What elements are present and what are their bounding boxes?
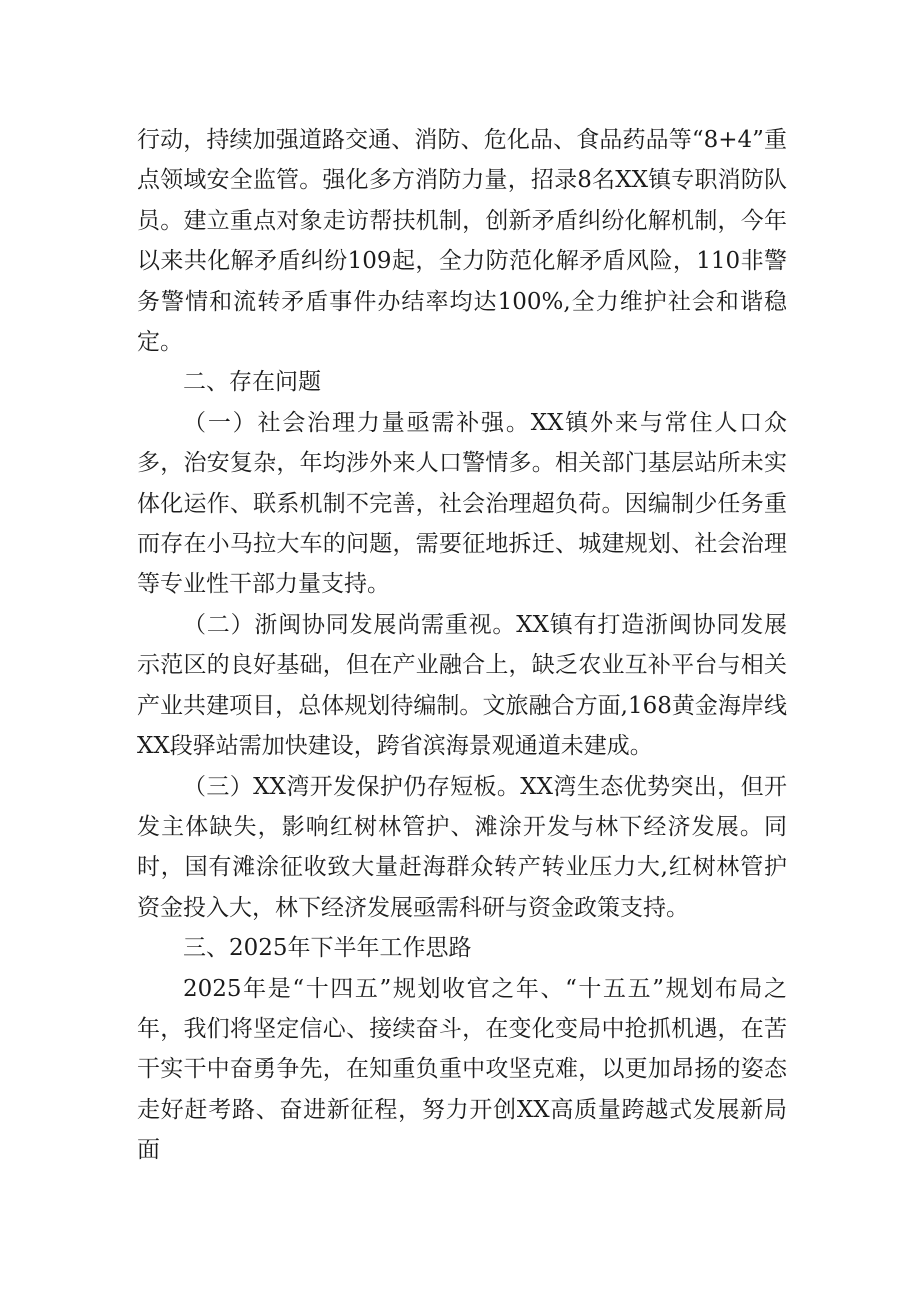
paragraph-bay-development: （三）XX湾开发保护仍存短板。XX湾生态优势突出，但开发主体缺失，影响红树林管护、滩涂开发与林下经济发展。同时，国有滩涂征收致大量赶海群众转产转业压力大,红树林管护资金投入大，林下经济发展亟需科研与资金政策支持。 <box>137 773 787 921</box>
document-body <box>137 120 787 1171</box>
paragraph-zhejiang-fujian-coordination: （二）浙闽协同发展尚需重视。XX镇有打造浙闽协同发展示范区的良好基础，但在产业融合上，缺乏农业互补平台与相关产业共建项目，总体规划待编制。文旅融合方面,168黄金海岸线XX段驿站需加快建设，跨省滨海景观通道未建成。 <box>137 611 787 760</box>
section-heading-work-plan-2025: 三、2025年下半年工作思路 <box>183 935 472 962</box>
paragraph-social-governance: （一）社会治理力量亟需补强。XX镇外来与常住人口众多，治安复杂，年均涉外来人口警情多。相关部门基层站所未实体化运作、联系机制不完善，社会治理超负荷。因编制少任务重而存在小马拉大车的问题，需要征地拆迁、城建规划、社会治理等专业性干部力量支持。 <box>137 409 787 598</box>
section-heading-existing-problems: 二、存在问题 <box>183 369 321 396</box>
paragraph-work-plan-intro: 2025年是“十四五”规划收官之年、“十五五”规划布局之年，我们将坚定信心、接续奋斗，在变化变局中抢抓机遇，在苦干实干中奋勇争先，在知重负重中攻坚克难，以更加昂扬的姿态走好赶考路、奋进新征程，努力开创XX高质量跨越式发展新局面 <box>137 975 787 1164</box>
paragraph-safety-supervision: 行动，持续加强道路交通、消防、危化品、食品药品等“8+4”重点领域安全监管。强化多方消防力量，招录8名XX镇专职消防队员。建立重点对象走访帮扶机制，创新矛盾纠纷化解机制，今年以来共化解矛盾纠纷109起，全力防范化解矛盾风险，110非警务警情和流转矛盾事件办结率均达100%,全力维护社会和谐稳定。 <box>137 127 787 356</box>
